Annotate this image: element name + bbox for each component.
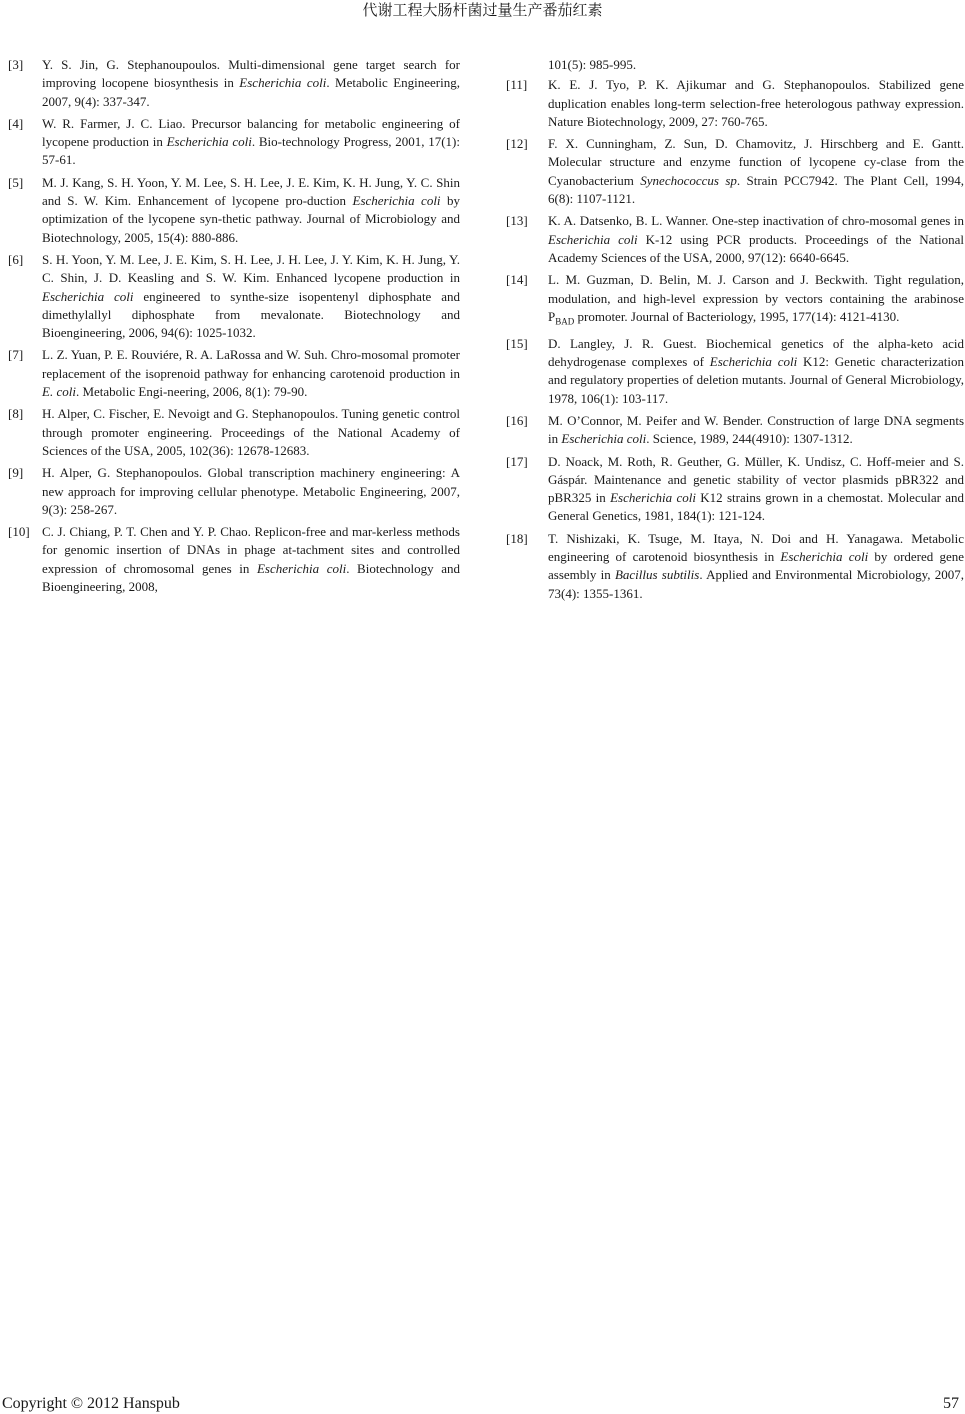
references-right-column: [506, 56, 964, 607]
page-number: 57: [943, 1395, 959, 1412]
references-left-column: [8, 56, 460, 600]
reference-text: K-12 using PCR products. Proceedings of the National Academy Sciences of the USA, 2000, 97(12): 6640-6645.: [548, 231, 964, 265]
reference-italic-text: Escherichia coli: [256, 560, 347, 576]
reference-number: [15]: [506, 335, 528, 351]
reference-italic-text: Escherichia coli: [166, 134, 252, 150]
reference-entry: [8, 405, 460, 460]
page-footer: [0, 1394, 965, 1414]
running-header: 代谢工程大肠杆菌过量生产番茄红素: [362, 1, 603, 19]
reference-entry: [506, 335, 964, 408]
reference-continuation: 101(5): 985-995.: [548, 57, 637, 72]
reference-text: T. Nishizaki, K. Tsuge, M. Itaya, N. Doi and H. Yanagawa. Metabolic engineering of carotenoid biosynthesis in: [548, 530, 964, 565]
reference-entry: [8, 251, 460, 342]
reference-text: W. R. Farmer, J. C. Liao. Precursor balancing for metabolic engineering of lycopene production in: [42, 115, 460, 150]
reference-italic-text: Escherichia coli: [610, 490, 696, 506]
reference-text: . Applied and Environmental Microbiology, 2007, 73(4): 1355-1361.: [548, 567, 965, 601]
reference-number: [17]: [506, 453, 528, 469]
reference-number: [8]: [8, 406, 24, 422]
reference-number: [10]: [8, 524, 30, 540]
reference-entry: [8, 523, 460, 596]
reference-text: D. Langley, J. R. Guest. Biochemical genetics of the alpha-keto acid dehydrogenase complexes of: [548, 335, 964, 370]
reference-text: F. X. Cunningham, Z. Sun, D. Chamovitz, J. Hirschberg and E. Gantt. Molecular structure and enzyme function of lycopene cy-clase from the Cyanobacterium: [548, 136, 964, 188]
reference-italic-text: Escherichia coli: [709, 354, 798, 370]
reference-text: L. M. Guzman, D. Belin, M. J. Carson and J. Beckwith. Tight regulation, modulation, and high-level expression by vectors containing the arabinose P: [548, 272, 964, 324]
reference-text: Y. S. Jin, G. Stephanoupoulos. Multi-dimensional gene target search for improving locopene biosynthesis in: [42, 57, 460, 91]
reference-text: S. H. Yoon, Y. M. Lee, J. E. Kim, S. H. Lee, J. H. Lee, J. Y. Kim, K. H. Jung, Y. C. Shin, J. D. Keasling and S. W. Kim. Enhanced lycopene production in: [42, 251, 460, 286]
reference-italic-text: Escherichia coli: [561, 431, 647, 447]
reference-number: [7]: [8, 347, 24, 363]
reference-text: promoter. Journal of Bacteriology, 1995, 177(14): 4121-4130.: [574, 308, 900, 324]
reference-number: [11]: [506, 77, 528, 93]
reference-number: [5]: [8, 174, 24, 190]
reference-entry: [506, 412, 964, 449]
reference-entry: [8, 464, 460, 519]
reference-number: [6]: [8, 251, 24, 267]
reference-text: M. J. Kang, S. H. Yoon, Y. M. Lee, S. H. Lee, J. E. Kim, K. H. Jung, Y. C. Shin and S. W. Kim. Enhancement of lycopene pro-duction: [42, 174, 460, 209]
reference-entry: [506, 76, 964, 131]
reference-number: [18]: [506, 530, 528, 546]
reference-text: K. A. Datsenko, B. L. Wanner. One-step inactivation of chro-mosomal genes in: [548, 213, 964, 229]
reference-text: . Biotechnology and Bioengineering, 2008,: [42, 560, 460, 595]
reference-number: [12]: [506, 136, 528, 152]
reference-text: K12 strains grown in a chemostat. Molecular and General Genetics, 1981, 184(1): 121-124.: [548, 490, 965, 524]
reference-italic-text: Escherichia coli: [780, 549, 869, 565]
reference-text: . Metabolic Engi-neering, 2006, 8(1): 79-90.: [75, 384, 308, 400]
reference-text: by ordered gene assembly in: [548, 549, 964, 583]
reference-text: engineered to synthe-size isopentenyl diphosphate and dimethylallyl diphosphate from mevalonate. Biotechnology and Bioengineering, 2006, 94(6): 1025-1032.: [42, 288, 460, 341]
reference-text: M. O’Connor, M. Peifer and W. Bender. Construction of large DNA segments in: [548, 412, 964, 447]
reference-number: [13]: [506, 213, 528, 229]
reference-entry: [506, 212, 964, 267]
reference-entry: [506, 135, 964, 208]
reference-italic-text: Escherichia coli: [42, 288, 134, 304]
reference-number: [4]: [8, 115, 24, 131]
reference-entry: [8, 56, 460, 111]
reference-text: BAD: [555, 316, 575, 327]
reference-italic-text: Escherichia coli: [352, 193, 441, 209]
reference-italic-text: Escherichia coli: [548, 231, 638, 247]
reference-italic-text: E. coli: [42, 384, 76, 400]
reference-entry: [8, 174, 460, 247]
reference-text: . Science, 1989, 244(4910): 1307-1312.: [646, 431, 853, 447]
reference-entry: [506, 453, 964, 526]
reference-text: . Metabolic Engineering, 2007, 9(4): 337-347.: [42, 75, 460, 109]
reference-text: . Strain PCC7942. The Plant Cell, 1994, 6(8): 1107-1121.: [548, 172, 964, 207]
reference-text: H. Alper, G. Stephanopoulos. Global transcription machinery engineering: A new approach for improving cellular phenotype. Metabolic Engineering, 2007, 9(3): 258-267.: [42, 465, 460, 517]
reference-text: K12: Genetic characterization and regulatory properties of deletion mutants. Journal of General Microbiology, 1978, 106(1): 103-117.: [548, 354, 965, 406]
reference-number: [14]: [506, 272, 528, 288]
reference-text: C. J. Chiang, P. T. Chen and Y. P. Chao. Replicon-free and mar-kerless methods for genomic insertion of DNAs in phage at-tachment sites and controlled expression of chromosomal genes in: [42, 524, 460, 576]
reference-text: by optimization of the lycopene syn-thetic pathway. Journal of Microbiology and Biotechnology, 2005, 15(4): 880-886.: [42, 193, 461, 245]
reference-text: K. E. J. Tyo, P. K. Ajikumar and G. Stephanopoulos. Stabilized gene duplication enables long-term selection-free heterologous pathway expression. Nature Biotechnology, 2009, 27: 760-765.: [548, 77, 964, 129]
reference-number: [9]: [8, 465, 24, 481]
reference-italic-text: Bacillus subtilis: [614, 567, 700, 583]
reference-text: H. Alper, C. Fischer, E. Nevoigt and G. Stephanopoulos. Tuning genetic control through promoter engineering. Proceedings of the National Academy of Sciences of the USA, 2005, 102(36): 12678-12683.: [42, 406, 460, 458]
reference-number: [3]: [8, 57, 24, 72]
reference-entry: [506, 271, 964, 330]
copyright-text: Copyright © 2012 Hanspub: [2, 1395, 180, 1412]
reference-number: [16]: [506, 412, 528, 428]
reference-italic-text: Synechococcus sp: [640, 172, 737, 188]
reference-entry: [506, 530, 964, 603]
reference-entry: [8, 115, 460, 170]
reference-text: D. Noack, M. Roth, R. Geuther, G. Müller, K. Undisz, C. Hoff-meier and S. Gáspár. Maintenance and genetic stability of vector plasmids pBR322 and pBR325 in: [548, 453, 964, 506]
reference-italic-text: Escherichia coli: [239, 75, 327, 91]
reference-text: . Bio-technology Progress, 2001, 17(1): 57-61.: [42, 134, 460, 168]
reference-entry: [8, 346, 460, 401]
reference-text: L. Z. Yuan, P. E. Rouviére, R. A. LaRossa and W. Suh. Chro-mosomal promoter replacement of the isoprenoid pathway for enhancing carotenoid production in: [42, 347, 460, 381]
